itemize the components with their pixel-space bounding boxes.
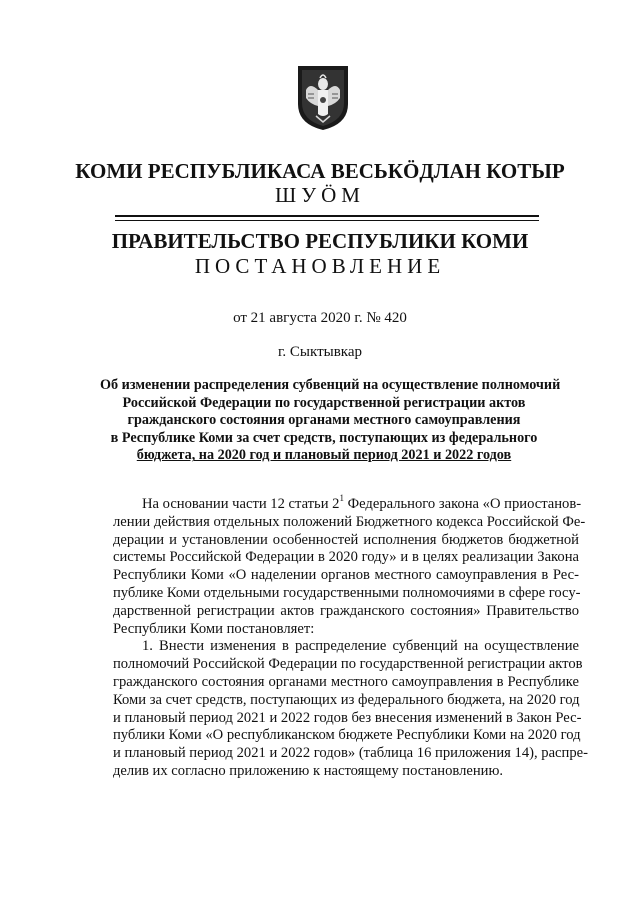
- paragraph-1-line: Республики Коми постановляет:: [113, 620, 315, 637]
- paragraph-1-text-b: Федерального закона «О приостанов-: [343, 496, 582, 512]
- paragraph-2-line: полномочий Российской Федерации по государственной регистрации актов: [113, 656, 583, 673]
- paragraph-1-line: [113, 493, 582, 514]
- title-line: в Республике Коми за счет средств, поступающих из федерального: [110, 429, 538, 446]
- document-date-number: от 21 августа 2020 г. № 420: [233, 310, 407, 326]
- paragraph-2-line: публики Коми «О республиканском бюджете Республики Коми на 2020 год: [113, 727, 581, 744]
- russian-resolution-word: ПОСТАНОВЛЕНИЕ: [194, 254, 446, 278]
- superscript: 1: [339, 493, 344, 504]
- title-line: Об изменении распределения субвенций на осуществление полномочий: [100, 377, 561, 393]
- document-title: [100, 377, 561, 465]
- paragraph-1-line: дарственной регистрации актов гражданского состояния» Правительство: [113, 602, 579, 619]
- paragraph-1-line: системы Российской Федерации в 2020 году» и в целях реализации Закона: [113, 549, 579, 566]
- paragraph-2-line: гражданского состояния органами местного самоуправления в Республике: [113, 673, 579, 690]
- komi-government-title: КОМИ РЕСПУБЛИКАСА ВЕСЬКÖДЛАН КОТЫР: [75, 159, 565, 183]
- paragraph-1-line: Республики Коми «О наделении органов местного самоуправления в Рес-: [113, 567, 579, 584]
- header-divider-thick: [115, 215, 539, 217]
- paragraph-2-line: Коми за счет средств, поступающих из федерального бюджета, на 2020 год: [113, 691, 580, 708]
- komi-resolution-word: ШУÖМ: [275, 183, 365, 207]
- paragraph-2-line: и плановый период 2021 и 2022 годов без внесения изменений в Закон Рес-: [113, 709, 582, 726]
- paragraph-2-line: 1. Внести изменения в распределение субвенций на осуществление: [142, 638, 579, 655]
- paragraph-2-line: и плановый период 2021 и 2022 годов» (таблица 16 приложения 14), распре-: [113, 745, 588, 762]
- paragraph-1-line: публике Коми отдельными государственными полномочиями в сфере госу-: [113, 584, 581, 601]
- title-line-underlined: бюджета, на 2020 год и плановый период 2021 и 2022 годов: [136, 447, 512, 464]
- paragraph-1-line: лении действия отдельных положений Бюджетного кодекса Российской Фе-: [113, 513, 586, 530]
- title-line: гражданского состояния органами местного самоуправления: [127, 412, 521, 429]
- header-divider-thin: [115, 220, 539, 221]
- russian-government-title: ПРАВИТЕЛЬСТВО РЕСПУБЛИКИ КОМИ: [111, 229, 529, 253]
- paragraph-2-line: делив их согласно приложению к настоящему постановлению.: [113, 762, 504, 779]
- title-line: Российской Федерации по государственной регистрации актов: [122, 394, 526, 411]
- document-body: [113, 493, 588, 781]
- document-city: г. Сыктывкар: [277, 344, 363, 360]
- paragraph-1-line: дерации и установлении особенностей исполнения бюджетов бюджетной: [113, 531, 579, 548]
- komi-coat-of-arms-emblem: [296, 64, 350, 132]
- paragraph-1-text-a: На основании части 12 статьи 2: [142, 496, 340, 512]
